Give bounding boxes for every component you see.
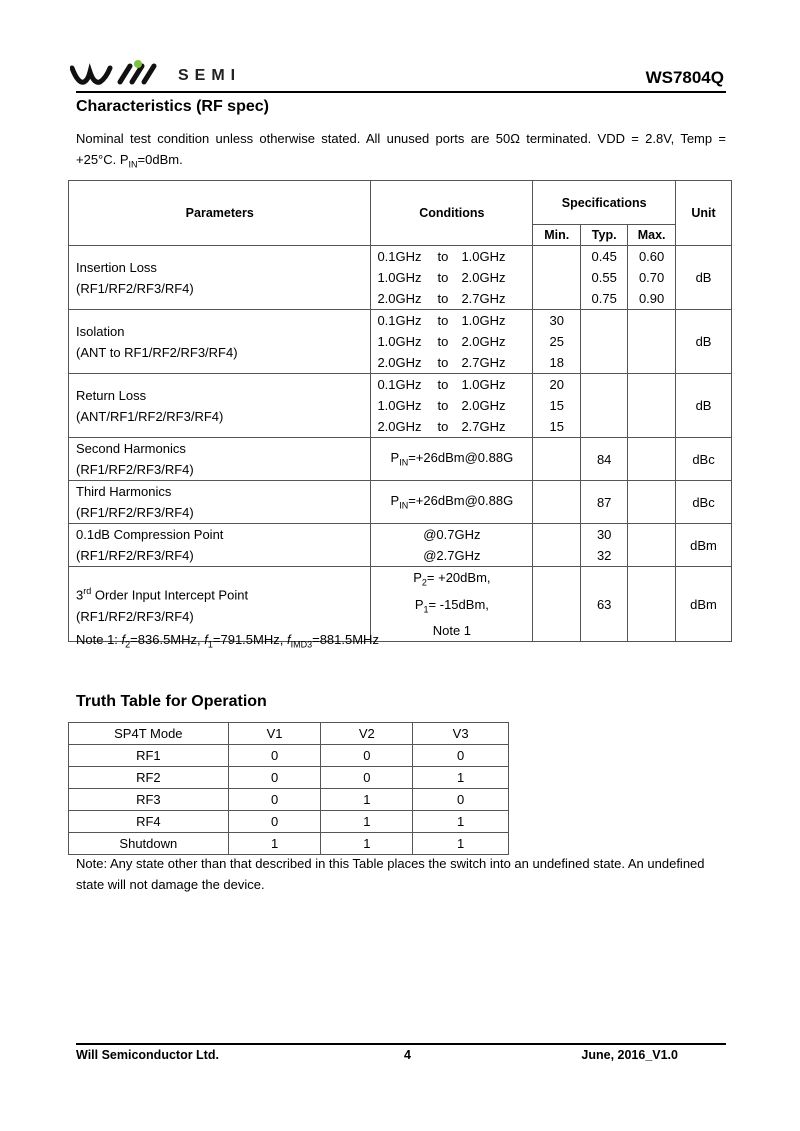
typ-cell: [581, 310, 628, 374]
section-title-rf-spec: Characteristics (RF spec): [76, 98, 269, 115]
part-number: WS7804Q: [645, 68, 724, 87]
header-conditions: Conditions: [371, 181, 533, 246]
max-cell: [628, 481, 676, 524]
header-specifications: Specifications: [533, 181, 676, 225]
conditions-cell: 0.1GHz to 1.0GHz 1.0GHz to 2.0GHz 2.0GHz to 2.7GHz: [371, 246, 533, 310]
footer-rule: [76, 1043, 726, 1045]
param-cell: 3rd Order Input Intercept Point (RF1/RF2/RF3/RF4): [69, 567, 371, 642]
note-2: Note: Any state other than that described in this Table places the switch into an undefined state. An undefined state will not damage the device.: [76, 856, 705, 892]
typ-cell: 0.45 0.55 0.75: [581, 246, 628, 310]
table-row: [69, 481, 732, 524]
typ-cell: [581, 374, 628, 438]
table-row: Shutdown 1 1 1: [69, 833, 509, 855]
table-row: RF4 0 1 1: [69, 811, 509, 833]
param-cell: Insertion Loss (RF1/RF2/RF3/RF4): [69, 246, 371, 310]
table-row: RF1 0 0 0: [69, 745, 509, 767]
company-logo: [70, 58, 260, 88]
max-cell: [628, 374, 676, 438]
table-row: RF2 0 0 1: [69, 767, 509, 789]
param-cell: Isolation (ANT to RF1/RF2/RF3/RF4): [69, 310, 371, 374]
table-row: [69, 246, 732, 310]
min-cell: 30 25 18: [533, 310, 581, 374]
max-cell: [628, 524, 676, 567]
conditions-cell: 0.1GHz to 1.0GHz 1.0GHz to 2.0GHz 2.0GHz to 2.7GHz: [371, 310, 533, 374]
note-1: Note 1: $f_2=836.5MHz$, $f_1=791.5MHz$, $f_{IMD3}=881.5MHz$: [76, 632, 379, 650]
typ-cell: 84: [581, 438, 628, 481]
unit-cell: dBc: [676, 438, 732, 481]
table-row: [69, 310, 732, 374]
header-parameters: Parameters: [69, 181, 371, 246]
unit-cell: dB: [676, 310, 732, 374]
intro-paragraph: Nominal test condition unless otherwise stated. All unused ports are 50Ω terminated. VDD = 2.8V, Temp = +25°C. $P_{IN}=0dBm$.: [76, 131, 726, 170]
unit-cell: dBc: [676, 481, 732, 524]
table-row: [69, 567, 732, 642]
max-cell: [628, 567, 676, 642]
header-min: Min.: [533, 225, 581, 246]
header-typ: Typ.: [581, 225, 628, 246]
footer-date: June, 2016_V1.0: [581, 1048, 678, 1062]
conditions-cell: $P_{IN}=+26dBm@0.88G$: [371, 438, 533, 481]
min-cell: 20 15 15: [533, 374, 581, 438]
min-cell: [533, 524, 581, 567]
header-unit: Unit: [676, 181, 732, 246]
table-row: RF3 0 1 0: [69, 789, 509, 811]
section-title-truth-table: Truth Table for Operation: [76, 693, 267, 710]
footer-company: Will Semiconductor Ltd.: [76, 1048, 219, 1062]
max-cell: [628, 438, 676, 481]
conditions-cell: 0.1GHz to 1.0GHz 1.0GHz to 2.0GHz 2.0GHz to 2.7GHz: [371, 374, 533, 438]
logo-text: SEMI: [178, 67, 242, 84]
typ-cell: 30 32: [581, 524, 628, 567]
rf-spec-table: [68, 180, 732, 642]
table-row: [69, 438, 732, 481]
table-header-row: [69, 723, 509, 745]
table-row: [69, 374, 732, 438]
param-cell: Return Loss (ANT/RF1/RF2/RF3/RF4): [69, 374, 371, 438]
header-v2: V2: [321, 723, 413, 745]
max-cell: 0.60 0.70 0.90: [628, 246, 676, 310]
unit-cell: dB: [676, 374, 732, 438]
conditions-cell: @0.7GHz @2.7GHz: [371, 524, 533, 567]
header-mode: SP4T Mode: [69, 723, 229, 745]
header-max: Max.: [628, 225, 676, 246]
header-v1: V1: [228, 723, 321, 745]
header-rule: [76, 91, 726, 93]
unit-cell: dBm: [676, 524, 732, 567]
param-cell: Third Harmonics (RF1/RF2/RF3/RF4): [69, 481, 371, 524]
conditions-cell: $P_2= +20dBm$, $P_1= -15dBm$, Note 1: [371, 567, 533, 642]
footer-page-number: 4: [404, 1048, 411, 1062]
unit-cell: dB: [676, 246, 732, 310]
min-cell: [533, 481, 581, 524]
min-cell: [533, 567, 581, 642]
conditions-cell: $P_{IN}=+26dBm@0.88G$: [371, 481, 533, 524]
max-cell: [628, 310, 676, 374]
header-v3: V3: [413, 723, 509, 745]
will-logo-icon: [70, 58, 170, 88]
param-cell: 0.1dB Compression Point (RF1/RF2/RF3/RF4): [69, 524, 371, 567]
truth-table: [68, 722, 509, 855]
min-cell: [533, 438, 581, 481]
typ-cell: 63: [581, 567, 628, 642]
typ-cell: 87: [581, 481, 628, 524]
param-cell: Second Harmonics (RF1/RF2/RF3/RF4): [69, 438, 371, 481]
unit-cell: dBm: [676, 567, 732, 642]
table-row: [69, 524, 732, 567]
min-cell: [533, 246, 581, 310]
